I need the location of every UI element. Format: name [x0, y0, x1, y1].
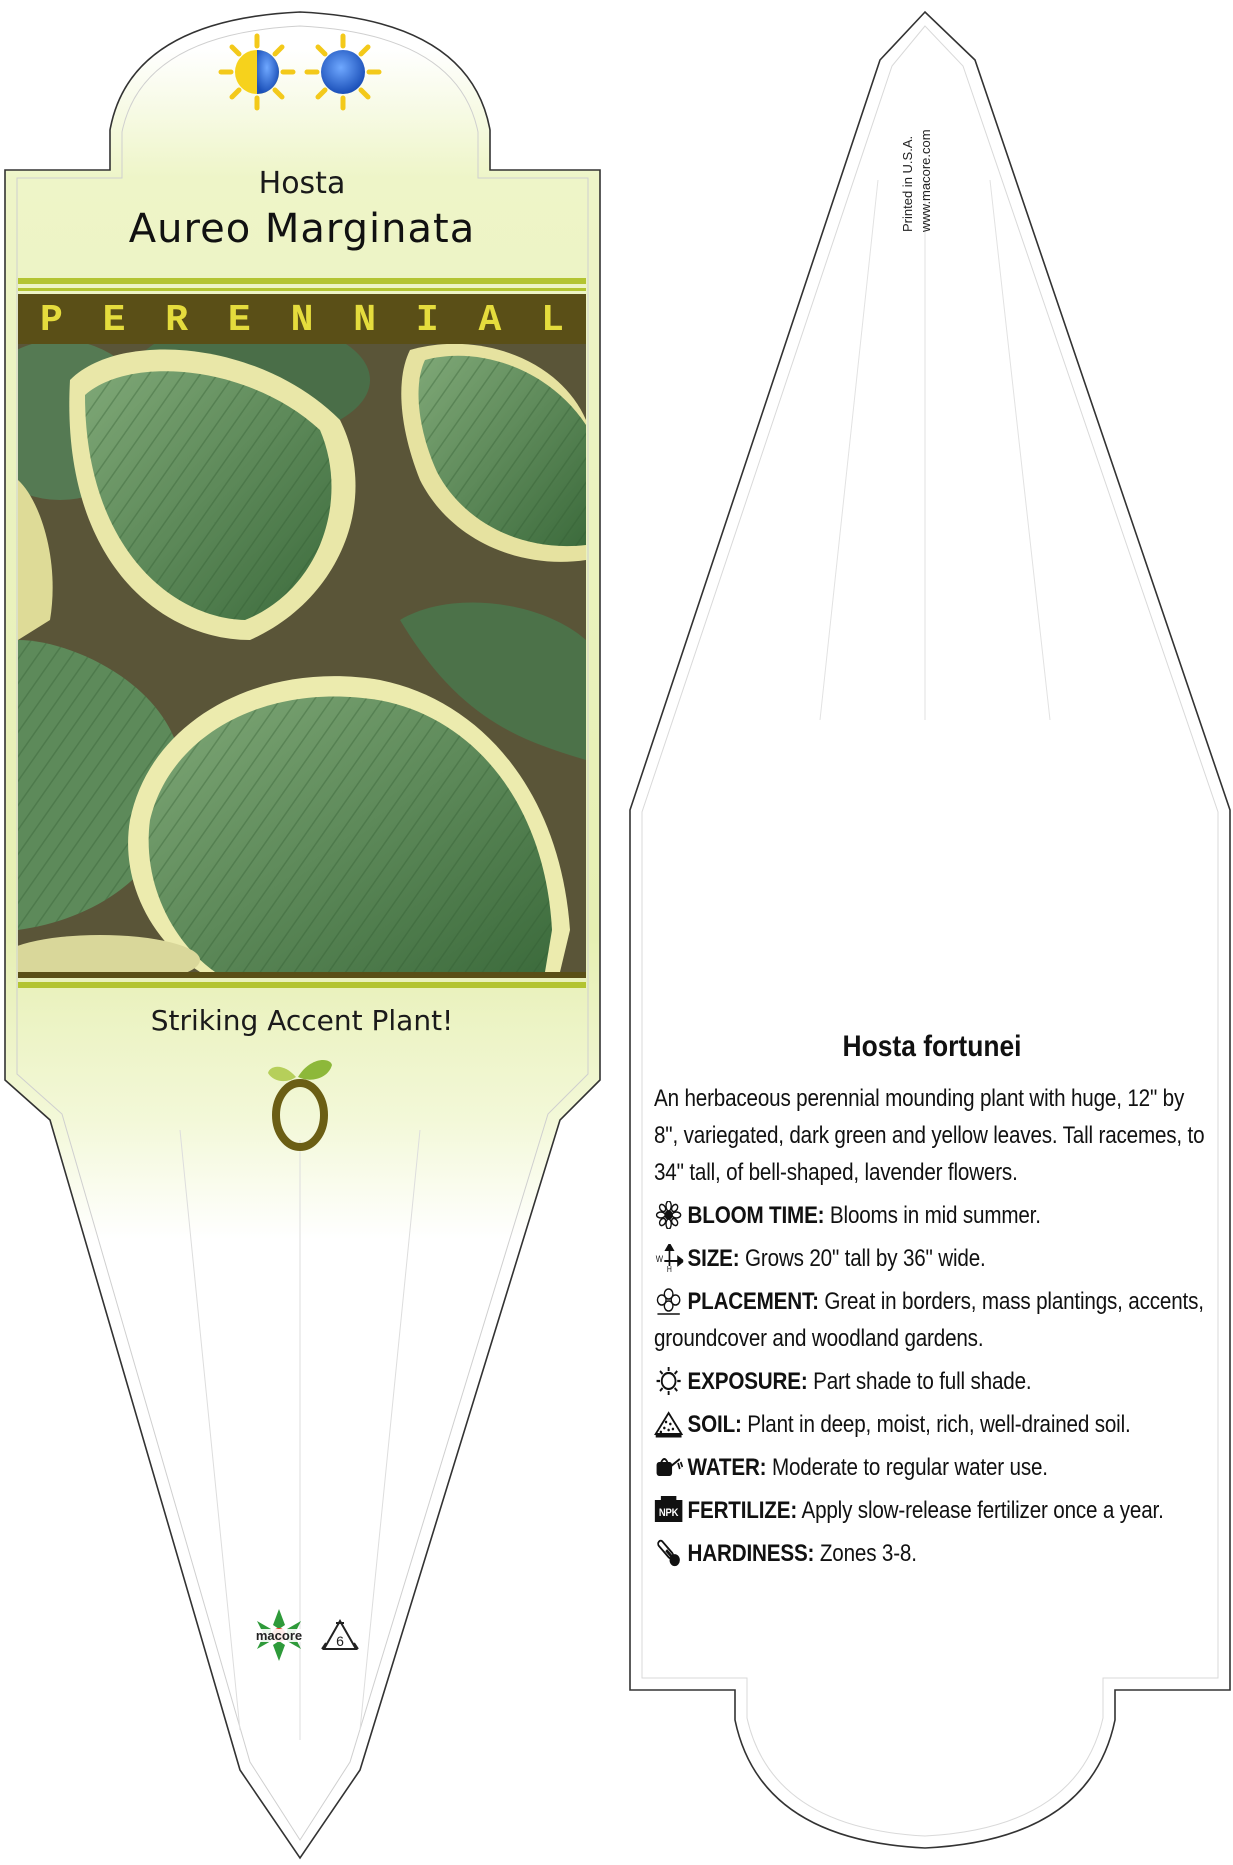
category-label [18, 296, 586, 344]
care-text: Part shade to full shade. [813, 1368, 1032, 1395]
category-letter: N [353, 298, 377, 342]
botanical-name: Hosta fortunei [842, 1030, 1022, 1063]
category-letter: L [541, 298, 564, 342]
plant-cultivar: Aureo Marginata [128, 206, 476, 252]
care-text: Plant in deep, moist, rich, well-drained soil. [747, 1411, 1131, 1438]
print-info [900, 90, 960, 250]
soil-pile-icon [654, 1410, 683, 1438]
placement-plants-icon [654, 1287, 683, 1315]
category-letter: A [478, 298, 502, 342]
printed-in-text: Printed in U.S.A. [900, 135, 915, 232]
care-row-exposure [654, 1363, 1210, 1400]
care-instructions [654, 1030, 1210, 1572]
svg-text:H: H [666, 1264, 672, 1272]
front-tag [0, 12, 600, 1858]
care-row-hardiness [654, 1535, 1210, 1572]
photo-bottom-stripe-thin [18, 982, 586, 988]
care-label: SOIL: [687, 1411, 742, 1438]
sun-outline-icon [654, 1367, 683, 1395]
care-text: Blooms in mid summer. [829, 1202, 1041, 1229]
plant-description: An herbaceous perennial mounding plant with huge, 12" by 8", variegated, dark green and yellow leaves. Tall racemes, to 34" tall, of bell-shaped, lavender flowers. [654, 1085, 1205, 1186]
care-label: FERTILIZE: [687, 1497, 798, 1524]
care-text: Zones 3-8. [819, 1540, 917, 1567]
category-letter: E [102, 298, 126, 342]
category-letter: E [227, 298, 251, 342]
full-shade-sun-icon [307, 36, 379, 108]
care-body [654, 1080, 1210, 1572]
title-stripe [18, 278, 586, 284]
care-label: PLACEMENT: [687, 1288, 819, 1315]
npk-label: NPK [658, 1507, 679, 1520]
care-label: HARDINESS: [687, 1540, 815, 1567]
back-tag [630, 12, 1230, 1848]
care-text: Grows 20" tall by 36" wide. [744, 1245, 986, 1272]
hosta-photo [0, 320, 586, 985]
photo-bottom-stripe [18, 972, 586, 978]
care-label: EXPOSURE: [687, 1368, 808, 1395]
category-letter: P [40, 298, 63, 342]
part-shade-sun-icon [221, 36, 293, 108]
thermometer-icon [654, 1539, 683, 1567]
care-label: BLOOM TIME: [687, 1202, 825, 1229]
recycle-code: 6 [336, 1633, 344, 1649]
title-stripe-thin [18, 288, 586, 291]
back-tag-outline [630, 12, 1230, 1848]
plant-genus: Hosta [258, 166, 346, 201]
care-row-fertilize [654, 1492, 1210, 1529]
svg-text:macore: macore [255, 1628, 303, 1643]
npk-box-icon [654, 1496, 683, 1524]
care-row-size [654, 1240, 1210, 1277]
plant-tagline: Striking Accent Plant! [150, 1004, 454, 1037]
care-label: SIZE: [687, 1245, 740, 1272]
care-label: WATER: [687, 1454, 767, 1481]
category-letter: I [415, 298, 439, 342]
svg-text:W: W [655, 1253, 663, 1265]
care-row-water [654, 1449, 1210, 1486]
website-text: www.macore.com [918, 129, 933, 232]
size-arrows-icon [654, 1244, 683, 1272]
flower-icon [654, 1201, 683, 1229]
care-text: Moderate to regular water use. [771, 1454, 1048, 1481]
care-text: Apply slow-release fertilizer once a year. [801, 1497, 1164, 1524]
care-row-soil [654, 1406, 1210, 1443]
category-letter: R [165, 298, 189, 342]
watering-can-icon [654, 1453, 683, 1481]
care-text: Great in borders, mass plantings, accents, groundcover and woodland gardens. [654, 1288, 1204, 1352]
care-row-bloom [654, 1197, 1210, 1234]
category-letter: N [290, 298, 314, 342]
care-row-placement [654, 1283, 1210, 1357]
